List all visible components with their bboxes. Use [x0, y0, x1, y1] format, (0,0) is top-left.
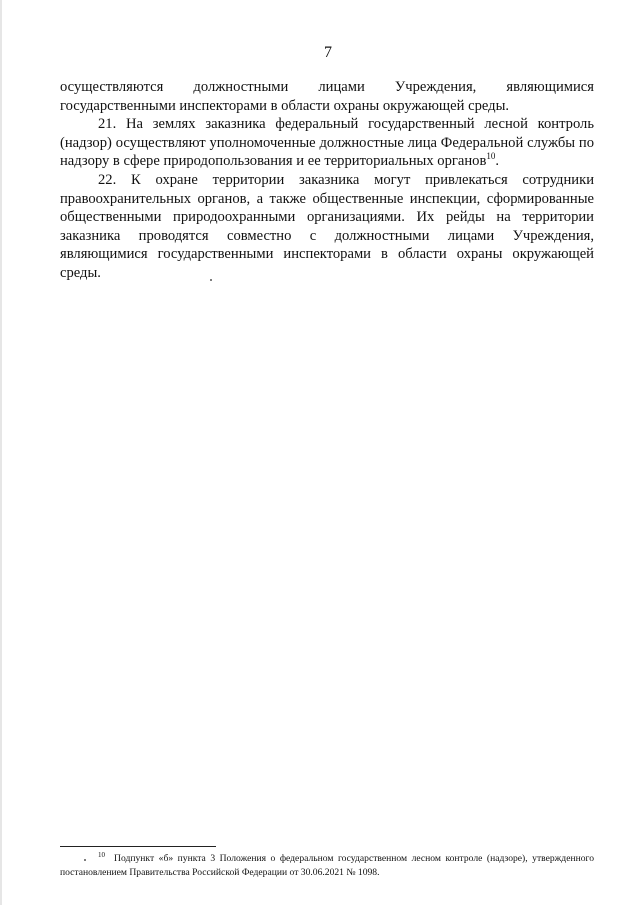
paragraph-continuation [60, 78, 594, 115]
paragraph-21 [60, 115, 594, 171]
footnote [60, 852, 594, 880]
scan-speck [210, 279, 212, 281]
paragraph-trailing-punctuation: . [495, 153, 499, 170]
footnote-reference[interactable]: 10 [486, 151, 496, 162]
footnote-mark: 10 [98, 850, 105, 859]
document-body [60, 78, 594, 283]
footnote-text: Подпункт «б» пункта 3 Положения о федеральном государственном лесном контроле (надзоре), утвержденного постановлением Правительства Российской Федерации от 30.06.2021 № 1098. [60, 853, 595, 878]
footnote-separator [60, 846, 216, 847]
scan-left-edge [0, 0, 2, 905]
page-number: 7 [324, 44, 332, 61]
paragraph-text: 22. К охране территории заказника могут привлекаться сотрудники правоохранительных органов, а также общественные инспекции, сформированные общественными природоохранными организациями. Их рейды на территории заказника проводятся совместно с должностными лицами Учреждения, являющимися государственными инспекторами в области охраны окружающей среды. [60, 171, 594, 281]
paragraph-text: 21. На землях заказника федеральный государственный лесной контроль (надзор) осуществляют уполномоченные должностные лица Федеральной службы по надзору в сфере природопользования и ее территориальных органов [60, 116, 594, 170]
paragraph-22 [60, 171, 594, 283]
paragraph-text: осуществляются должностными лицами Учреждения, являющимися государственными инспекторами в области охраны окружающей среды. [60, 79, 594, 114]
footnote-body [60, 852, 594, 880]
